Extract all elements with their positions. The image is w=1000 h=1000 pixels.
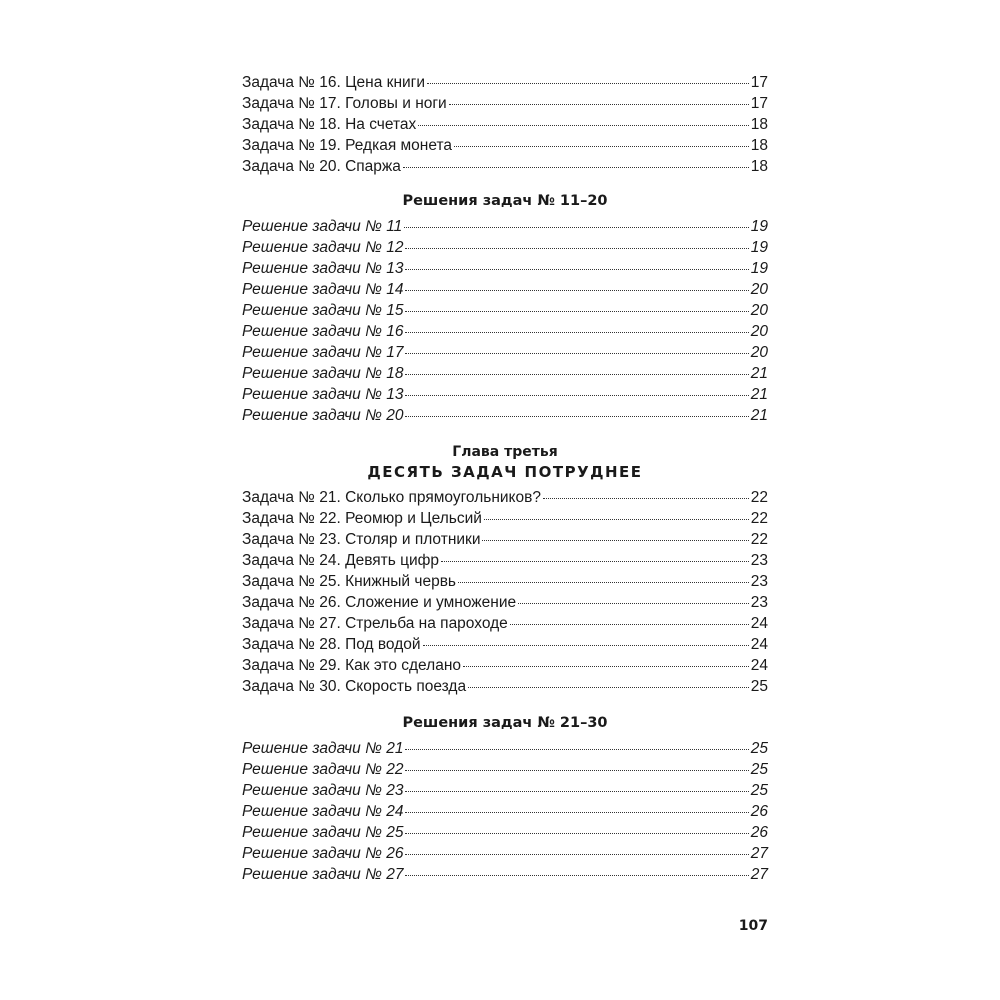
entry-title: Решение задачи № 26 bbox=[242, 845, 404, 862]
toc-entry bbox=[242, 822, 768, 843]
entry-title: Решение задачи № 27 bbox=[242, 866, 404, 883]
dot-leader bbox=[405, 374, 748, 375]
entry-page: 26 bbox=[750, 803, 768, 820]
entry-page: 26 bbox=[750, 824, 768, 841]
toc-entry bbox=[242, 279, 768, 300]
dot-leader bbox=[510, 624, 749, 625]
dot-leader bbox=[405, 395, 748, 396]
section-heading-solutions-21-30: Решения задач № 21–30 bbox=[402, 715, 608, 731]
entry-title: Решение задачи № 22 bbox=[242, 761, 404, 778]
toc-entry bbox=[242, 508, 768, 529]
page-number: 107 bbox=[738, 918, 768, 934]
entry-title: Решение задачи № 15 bbox=[242, 302, 404, 319]
entry-page: 22 bbox=[750, 489, 768, 506]
toc-entry bbox=[242, 843, 768, 864]
dot-leader bbox=[518, 603, 749, 604]
entry-page: 24 bbox=[750, 657, 768, 674]
toc-entry bbox=[242, 571, 768, 592]
dot-leader bbox=[468, 687, 749, 688]
toc-entry bbox=[242, 342, 768, 363]
dot-leader bbox=[463, 666, 749, 667]
toc-entry bbox=[242, 363, 768, 384]
entry-page: 23 bbox=[750, 594, 768, 611]
entry-page: 18 bbox=[750, 137, 768, 154]
entry-title: Задача № 28. Под водой bbox=[242, 636, 421, 653]
toc-entry bbox=[242, 72, 768, 93]
entry-page: 18 bbox=[750, 158, 768, 175]
entry-title: Задача № 17. Головы и ноги bbox=[242, 95, 447, 112]
entry-title: Задача № 25. Книжный червь bbox=[242, 573, 457, 590]
dot-leader bbox=[405, 791, 748, 792]
entry-title: Задача № 29. Как это сделано bbox=[242, 657, 461, 674]
entry-title: Задача № 22. Реомюр и Цельсий bbox=[242, 510, 482, 527]
entry-title: Задача № 27. Стрельба на пароходе bbox=[242, 615, 508, 632]
toc-entry bbox=[242, 550, 768, 571]
chapter-label: Глава третья bbox=[452, 444, 558, 460]
dot-leader bbox=[404, 227, 748, 228]
dot-leader bbox=[405, 290, 748, 291]
entry-page: 22 bbox=[750, 510, 768, 527]
problems-16-20-list bbox=[242, 72, 768, 177]
entry-page: 23 bbox=[750, 573, 768, 590]
dot-leader bbox=[427, 83, 749, 84]
entry-page: 17 bbox=[750, 74, 768, 91]
entry-title: Задача № 24. Девять цифр bbox=[242, 552, 440, 569]
entry-title: Решение задачи № 18 bbox=[242, 365, 404, 382]
entry-page: 19 bbox=[750, 239, 768, 256]
entry-page: 25 bbox=[750, 761, 768, 778]
entry-title: Задача № 21. Сколько прямоугольников? bbox=[242, 489, 541, 506]
entry-title: Решение задачи № 12 bbox=[242, 239, 404, 256]
toc-entry bbox=[242, 801, 768, 822]
toc-entry bbox=[242, 529, 768, 550]
entry-page: 20 bbox=[750, 302, 768, 319]
dot-leader bbox=[449, 104, 749, 105]
section-heading-solutions-11-20: Решения задач № 11–20 bbox=[402, 193, 608, 209]
solutions-21-30-list bbox=[242, 738, 768, 885]
entry-title: Решение задачи № 14 bbox=[242, 281, 404, 298]
entry-title: Задача № 16. Цена книги bbox=[242, 74, 425, 91]
dot-leader bbox=[418, 125, 748, 126]
entry-page: 20 bbox=[750, 344, 768, 361]
toc-entry bbox=[242, 114, 768, 135]
dot-leader bbox=[405, 248, 748, 249]
entry-page: 19 bbox=[750, 218, 768, 235]
entry-page: 18 bbox=[750, 116, 768, 133]
toc-entry bbox=[242, 93, 768, 114]
toc-entry bbox=[242, 258, 768, 279]
toc-entry bbox=[242, 592, 768, 613]
dot-leader bbox=[405, 833, 748, 834]
toc-entry bbox=[242, 487, 768, 508]
entry-title: Решение задачи № 13 bbox=[242, 260, 404, 277]
dot-leader bbox=[405, 416, 748, 417]
toc-entry bbox=[242, 405, 768, 426]
toc-entry bbox=[242, 384, 768, 405]
dot-leader bbox=[482, 540, 748, 541]
entry-page: 21 bbox=[750, 365, 768, 382]
toc-entry bbox=[242, 738, 768, 759]
chapter-title: ДЕСЯТЬ ЗАДАЧ ПОТРУДНЕЕ bbox=[367, 463, 643, 481]
entry-page: 23 bbox=[750, 552, 768, 569]
entry-title: Задача № 30. Скорость поезда bbox=[242, 678, 467, 695]
entry-title: Задача № 23. Столяр и плотники bbox=[242, 531, 481, 548]
toc-entry bbox=[242, 655, 768, 676]
solutions-11-20-list bbox=[242, 216, 768, 426]
dot-leader bbox=[441, 561, 749, 562]
entry-title: Решение задачи № 20 bbox=[242, 407, 404, 424]
entry-title: Задача № 19. Редкая монета bbox=[242, 137, 453, 154]
entry-title: Задача № 18. На счетах bbox=[242, 116, 417, 133]
dot-leader bbox=[405, 311, 748, 312]
entry-page: 17 bbox=[750, 95, 768, 112]
dot-leader bbox=[403, 167, 749, 168]
dot-leader bbox=[405, 269, 748, 270]
entry-page: 27 bbox=[750, 845, 768, 862]
toc-entry bbox=[242, 156, 768, 177]
entry-title: Решение задачи № 23 bbox=[242, 782, 404, 799]
dot-leader bbox=[454, 146, 749, 147]
dot-leader bbox=[405, 749, 748, 750]
toc-entry bbox=[242, 135, 768, 156]
entry-title: Задача № 20. Спаржа bbox=[242, 158, 401, 175]
toc-entry bbox=[242, 321, 768, 342]
dot-leader bbox=[543, 498, 749, 499]
entry-title: Решение задачи № 11 bbox=[242, 218, 403, 235]
dot-leader bbox=[484, 519, 749, 520]
entry-page: 25 bbox=[750, 782, 768, 799]
dot-leader bbox=[405, 875, 748, 876]
toc-entry bbox=[242, 676, 768, 697]
dot-leader bbox=[405, 854, 748, 855]
toc-entry bbox=[242, 780, 768, 801]
dot-leader bbox=[405, 332, 748, 333]
toc-entry bbox=[242, 613, 768, 634]
toc-entry bbox=[242, 634, 768, 655]
dot-leader bbox=[423, 645, 749, 646]
entry-page: 20 bbox=[750, 281, 768, 298]
entry-page: 25 bbox=[750, 740, 768, 757]
dot-leader bbox=[458, 582, 749, 583]
problems-21-30-list bbox=[242, 487, 768, 697]
entry-title: Решение задачи № 25 bbox=[242, 824, 404, 841]
entry-title: Решение задачи № 17 bbox=[242, 344, 404, 361]
entry-page: 21 bbox=[750, 386, 768, 403]
entry-title: Решение задачи № 13 bbox=[242, 386, 404, 403]
entry-title: Решение задачи № 21 bbox=[242, 740, 404, 757]
dot-leader bbox=[405, 770, 748, 771]
entry-page: 21 bbox=[750, 407, 768, 424]
entry-page: 19 bbox=[750, 260, 768, 277]
dot-leader bbox=[405, 353, 748, 354]
entry-page: 24 bbox=[750, 636, 768, 653]
toc-entry bbox=[242, 216, 768, 237]
entry-title: Задача № 26. Сложение и умножение bbox=[242, 594, 517, 611]
entry-page: 25 bbox=[750, 678, 768, 695]
toc-entry bbox=[242, 759, 768, 780]
toc-entry bbox=[242, 237, 768, 258]
dot-leader bbox=[405, 812, 748, 813]
entry-page: 27 bbox=[750, 866, 768, 883]
entry-page: 22 bbox=[750, 531, 768, 548]
entry-page: 20 bbox=[750, 323, 768, 340]
toc-entry bbox=[242, 864, 768, 885]
entry-page: 24 bbox=[750, 615, 768, 632]
entry-title: Решение задачи № 16 bbox=[242, 323, 404, 340]
entry-title: Решение задачи № 24 bbox=[242, 803, 404, 820]
toc-entry bbox=[242, 300, 768, 321]
